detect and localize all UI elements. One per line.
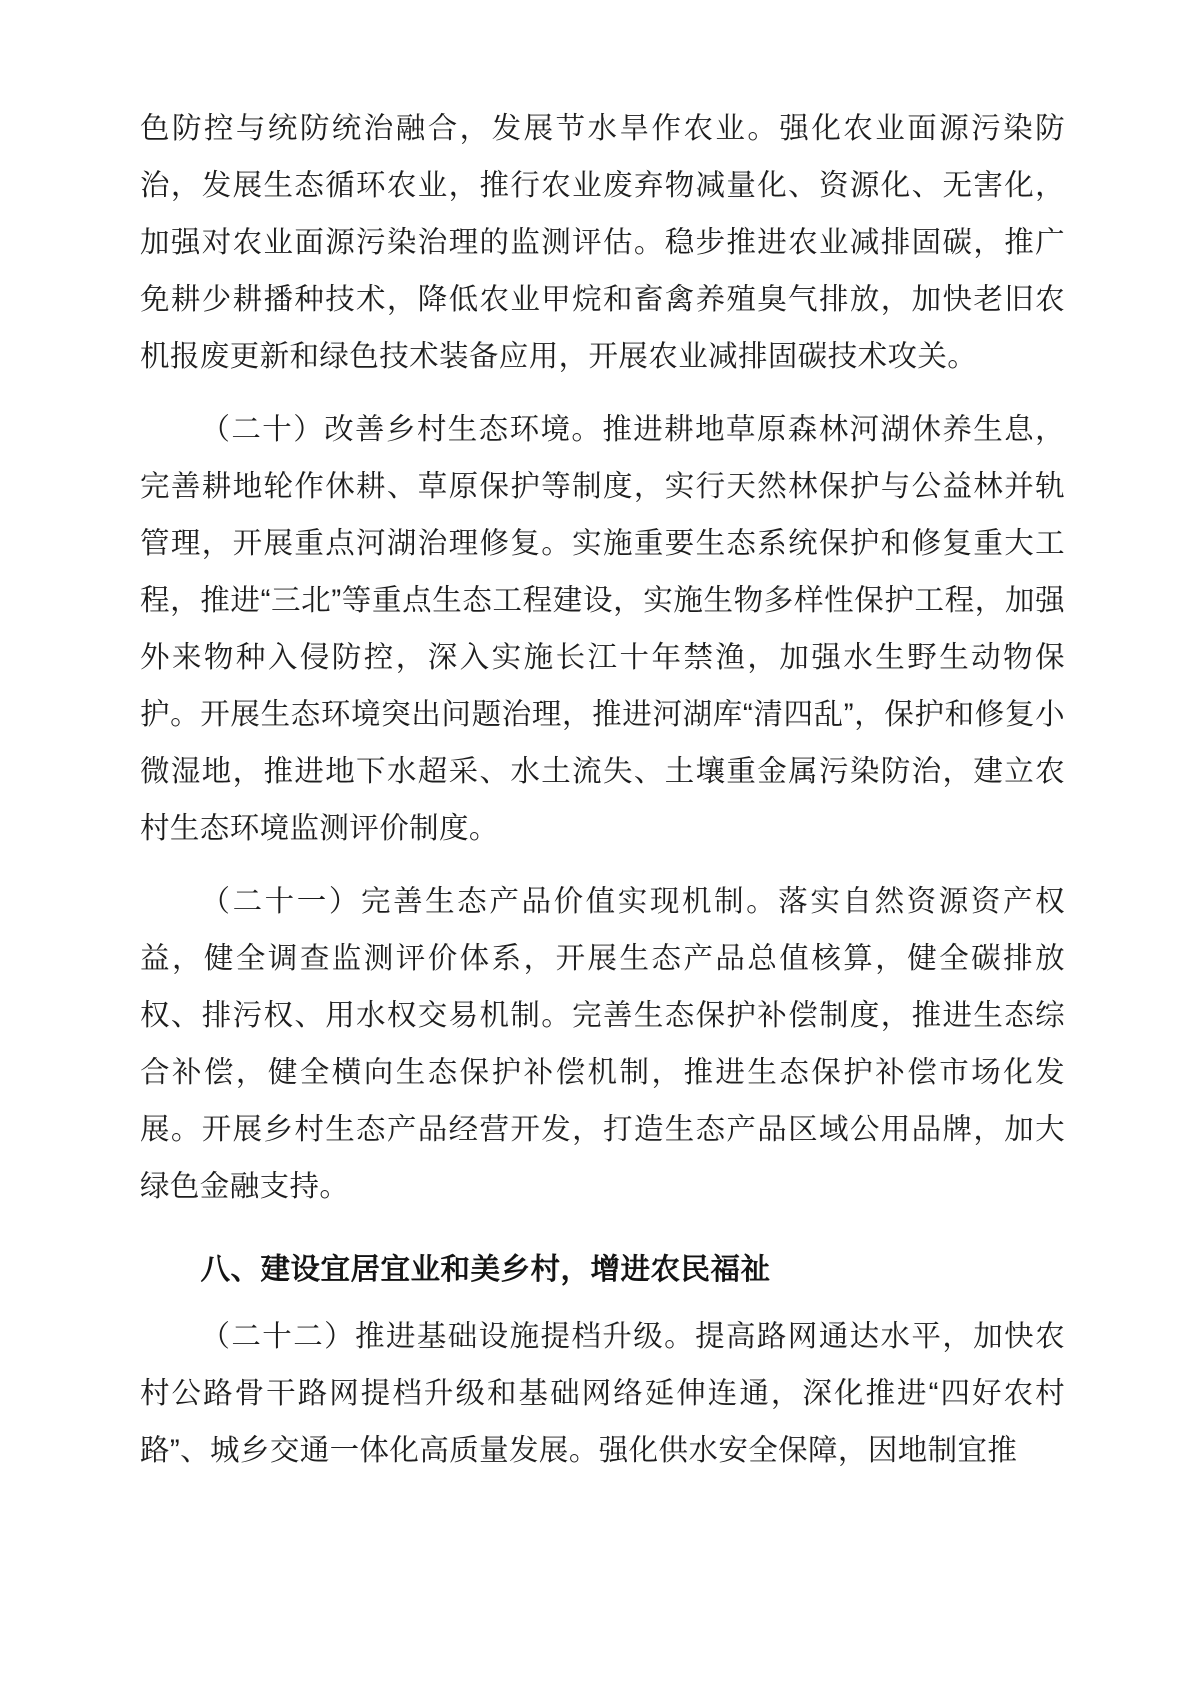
paragraph-spacer (140, 863, 1065, 873)
paragraph-item-21: （二十一）完善生态产品价值实现机制。落实自然资源资产权益，健全调查监测评价体系，开展生态产品总值核算，健全碳排放权、排污权、用水权交易机制。完善生态保护补偿制度，推进生态综合补偿，健全横向生态保护补偿机制，推进生态保护补偿市场化发展。开展乡村生态产品经营开发，打造生态产品区域公用品牌，加大绿色金融支持。 (140, 885, 1065, 1203)
paragraph-item-20: （二十）改善乡村生态环境。推进耕地草原森林河湖休养生息，完善耕地轮作休耕、草原保护等制度，实行天然林保护与公益林并轨管理，开展重点河湖治理修复。实施重要生态系统保护和修复重大工程，推进“三北”等重点生态工程建设，实施生物多样性保护工程，加强外来物种入侵防控，深入实施长江十年禁渔，加强水生野生动物保护。开展生态环境突出问题治理，推进河湖库“清四乱”，保护和修复小微湿地，推进地下水超采、水土流失、土壤重金属污染防治，建立农村生态环境监测评价制度。 (140, 413, 1065, 845)
paragraph-continued-agriculture-green: 色防控与统防统治融合，发展节水旱作农业。强化农业面源污染防治，发展生态循环农业，推行农业废弃物减量化、资源化、无害化，加强对农业面源污染治理的监测评估。稳步推进农业减排固碳，推广免耕少耕播种技术，降低农业甲烷和畜禽养殖臭气排放，加快老旧农机报废更新和绿色技术装备应用，开展农业减排固碳技术攻关。 (140, 112, 1065, 373)
paragraph-item-22: （二十二）推进基础设施提档升级。提高路网通达水平，加快农村公路骨干路网提档升级和基础网络延伸连通，深化推进“四好农村路”、城乡交通一体化高质量发展。强化供水安全保障，因地制宜推 (140, 1320, 1065, 1467)
paragraph-spacer (140, 391, 1065, 401)
section-heading-eight: 八、建设宜居宜业和美乡村，增进农民福祉 (200, 1253, 771, 1286)
document-body (140, 100, 1065, 1479)
